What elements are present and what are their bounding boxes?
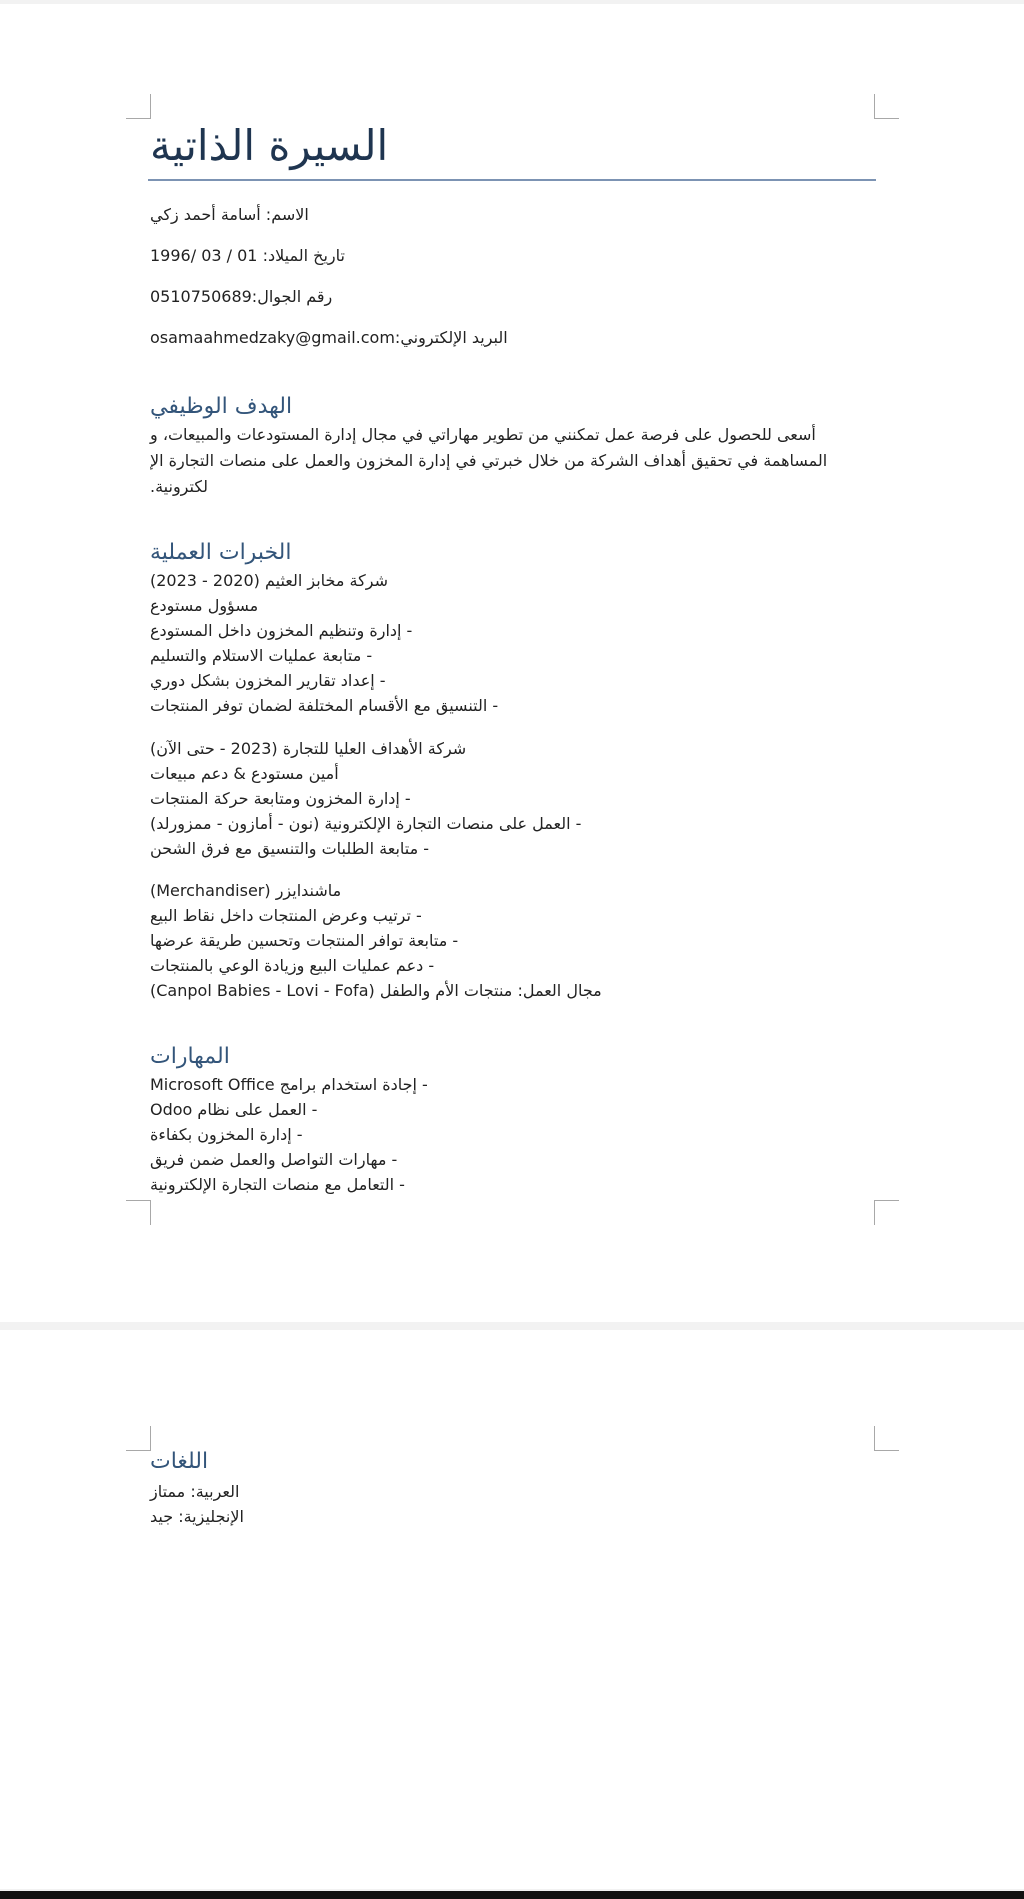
language-item: الإنجليزية: جيد [150,1507,244,1526]
corner-mark-bottom-left [126,1200,151,1225]
job1-task: - التنسيق مع الأقسام المختلفة لضمان توفر المنتجات [150,696,499,715]
screen-bottom-bar [0,1891,1024,1899]
job1-task: - إعداد تقارير المخزون بشكل دوري [150,671,386,690]
job3-field: مجال العمل: منتجات الأم والطفل (Canpol Babies - Lovi - Fofa) [150,981,602,1000]
job1-company: شركة مخابز العثيم (2020 - 2023) [150,571,388,590]
job3-task: - ترتيب وعرض المنتجات داخل نقاط البيع [150,906,422,925]
job2-task: - العمل على منصات التجارة الإلكترونية (نون - أمازون - ممزورلد) [150,814,582,833]
job3-task: - متابعة توافر المنتجات وتحسين طريقة عرضها [150,931,459,950]
skill-item: - مهارات التواصل والعمل ضمن فريق [150,1150,398,1169]
objective-heading: الهدف الوظيفي [150,394,293,419]
job3-task: - دعم عمليات البيع وزيادة الوعي بالمنتجات [150,956,435,975]
job1-role: مسؤول مستودع [150,596,259,615]
email-line: البريد الإلكتروني:osamaahmedzaky@gmail.com [150,328,508,347]
page-title: السيرة الذاتية [150,121,389,170]
job2-task: - إدارة المخزون ومتابعة حركة المنتجات [150,789,411,808]
objective-line-2: المساهمة في تحقيق أهداف الشركة من خلال خبرتي في إدارة المخزون والعمل على منصات التجارة الإ [150,451,828,470]
language-item: العربية: ممتاز [150,1482,240,1501]
job2-task: - متابعة الطلبات والتنسيق مع فرق الشحن [150,839,430,858]
skills-heading: المهارات [150,1044,230,1069]
corner-mark-bottom-right [874,1200,899,1225]
job2-company: شركة الأهداف العليا للتجارة (2023 - حتى الآن) [150,739,467,758]
corner-mark-top-right [874,94,899,119]
title-underline [148,179,876,181]
job1-task: - متابعة عمليات الاستلام والتسليم [150,646,373,665]
languages-heading: اللغات [150,1449,209,1474]
job2-role: أمين مستودع & دعم مبيعات [150,764,339,783]
birth-date-line: تاريخ الميلاد: 01 / 03 /1996 [150,246,345,265]
document-page-1 [0,4,1024,1322]
phone-line: رقم الجوال:0510750689 [150,287,333,306]
document-page-2 [0,1330,1024,1889]
job1-task: - إدارة وتنظيم المخزون داخل المستودع [150,621,413,640]
experience-heading: الخبرات العملية [150,540,292,565]
corner-mark-top-right [874,1426,899,1451]
corner-mark-top-left [126,1426,151,1451]
skill-item: - العمل على نظام Odoo [150,1100,318,1119]
job3-role: ماشندايزر (Merchandiser) [150,881,342,900]
skill-item: - إدارة المخزون بكفاءة [150,1125,303,1144]
objective-line-1: أسعى للحصول على فرصة عمل تمكنني من تطوير مهاراتي في مجال إدارة المستودعات والمبيعات، و [150,425,816,444]
skill-item: - التعامل مع منصات التجارة الإلكترونية [150,1175,405,1194]
objective-line-3: لكترونية. [150,477,209,496]
corner-mark-top-left [126,94,151,119]
name-line: الاسم: أسامة أحمد زكي [150,205,309,224]
skill-item: - إجادة استخدام برامج Microsoft Office [150,1075,428,1094]
